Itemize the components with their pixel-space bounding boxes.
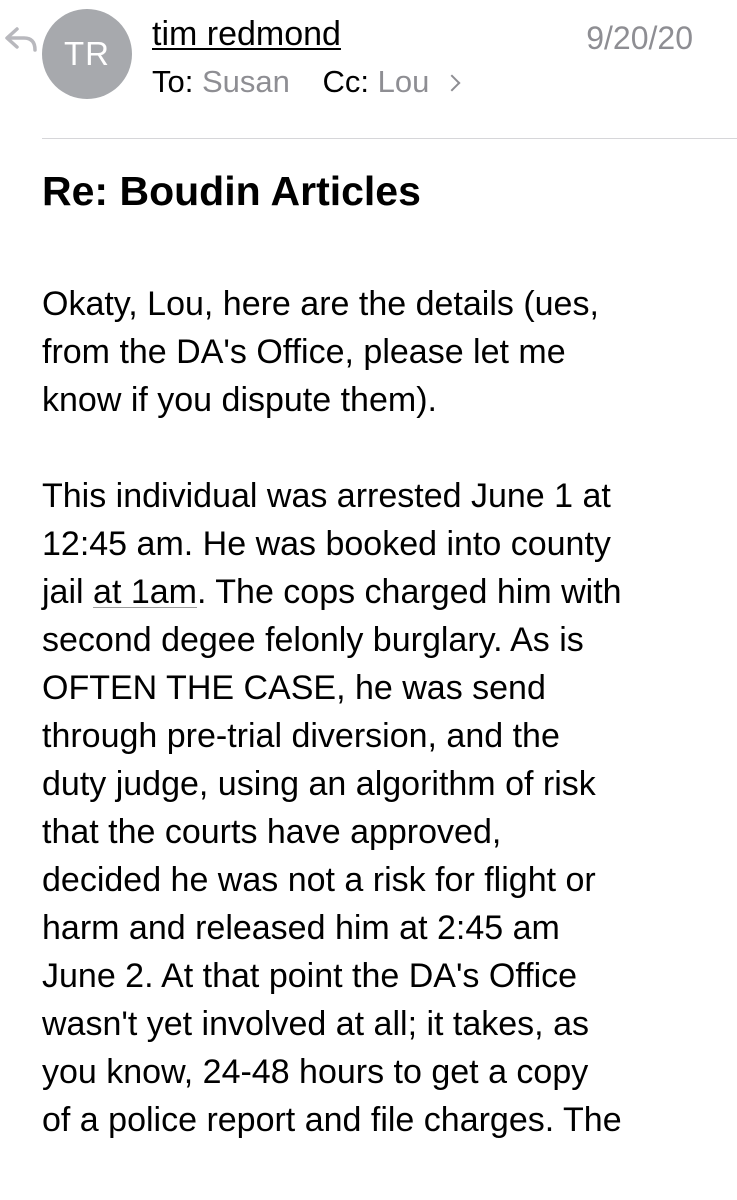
body-line: you know, 24-48 hours to get a copy bbox=[42, 1053, 589, 1091]
recipients-row[interactable] bbox=[152, 62, 458, 102]
body-paragraph-1 bbox=[42, 280, 722, 424]
body-line: June 2. At that point the DA's Office bbox=[42, 957, 578, 995]
body-line: decided he was not a risk for flight or bbox=[42, 861, 596, 899]
body-line: OFTEN THE CASE, he was send bbox=[42, 669, 546, 707]
body-paragraph-2 bbox=[42, 472, 722, 1144]
body-text-fragment: . The cops charged him with bbox=[196, 573, 622, 611]
body-text-fragment: jail bbox=[42, 573, 94, 611]
body-line: of a police report and file charges. The bbox=[42, 1101, 622, 1139]
message-date: 9/20/20 bbox=[586, 20, 693, 56]
body-line: from the DA's Office, please let me bbox=[42, 333, 566, 371]
body-line: that the courts have approved, bbox=[42, 813, 502, 851]
message-subject: Re: Boudin Articles bbox=[42, 168, 421, 214]
body-line: harm and released him at 2:45 am bbox=[42, 909, 560, 947]
body-line: Okaty, Lou, here are the details (ues, bbox=[42, 285, 599, 323]
avatar[interactable]: TR bbox=[42, 9, 132, 99]
body-line: second degee felonly burglary. As is bbox=[42, 621, 584, 659]
to-label: To: bbox=[152, 64, 194, 99]
body-line: wasn't yet involved at all; it takes, as bbox=[42, 1005, 589, 1043]
message-header bbox=[0, 0, 737, 139]
body-line: This individual was arrested June 1 at bbox=[42, 477, 611, 515]
body-line: 12:45 am. He was booked into county bbox=[42, 525, 611, 563]
to-recipient[interactable]: Susan bbox=[201, 64, 290, 99]
reply-icon[interactable] bbox=[4, 26, 38, 52]
body-line bbox=[42, 568, 722, 616]
time-detected-link[interactable]: at 1am bbox=[93, 573, 197, 611]
paragraph-gap bbox=[42, 424, 722, 472]
message-body bbox=[42, 280, 722, 1144]
cc-recipient[interactable]: Lou bbox=[377, 64, 430, 99]
chevron-right-icon[interactable] bbox=[444, 75, 461, 92]
cc-label: Cc: bbox=[322, 64, 370, 99]
sender-name[interactable]: tim redmond bbox=[152, 15, 341, 53]
body-line: through pre-trial diversion, and the bbox=[42, 717, 560, 755]
header-divider bbox=[42, 138, 737, 139]
body-line: duty judge, using an algorithm of risk bbox=[42, 765, 596, 803]
body-line: know if you dispute them). bbox=[42, 381, 437, 419]
